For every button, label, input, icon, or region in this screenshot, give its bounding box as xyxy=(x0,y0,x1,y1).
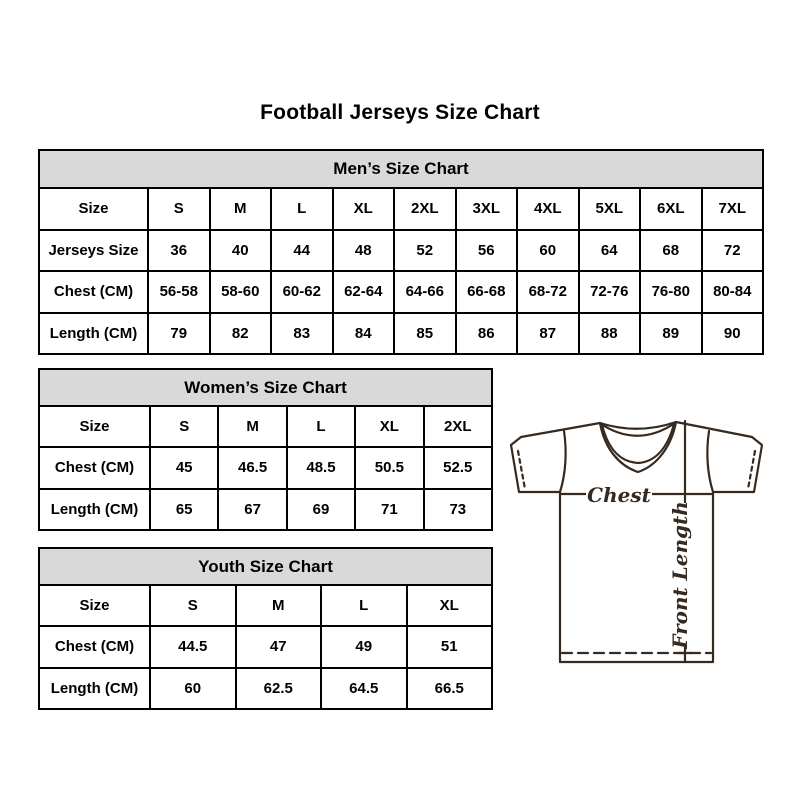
value-cell: 52 xyxy=(394,230,456,272)
col-header-cell: M xyxy=(210,188,272,230)
table-row xyxy=(39,230,763,272)
value-cell: 44.5 xyxy=(150,626,236,667)
value-cell: 56 xyxy=(456,230,518,272)
value-cell: 52.5 xyxy=(424,447,492,488)
value-cell: 83 xyxy=(271,313,333,355)
col-header-cell: XL xyxy=(407,585,493,626)
col-header-cell: 6XL xyxy=(640,188,702,230)
table-row xyxy=(39,447,492,488)
col-header-cell: 2XL xyxy=(424,406,492,447)
value-cell: 79 xyxy=(148,313,210,355)
col-header-cell: 5XL xyxy=(579,188,641,230)
value-cell: 72-76 xyxy=(579,271,641,313)
front-length-label: Front Length xyxy=(668,501,692,649)
value-cell: 64.5 xyxy=(321,668,407,709)
womens-size-table xyxy=(38,368,493,531)
value-cell: 36 xyxy=(148,230,210,272)
col-header-cell: L xyxy=(287,406,355,447)
jersey-outline xyxy=(511,422,762,662)
value-cell: 64-66 xyxy=(394,271,456,313)
value-cell: 58-60 xyxy=(210,271,272,313)
value-cell: 47 xyxy=(236,626,322,667)
value-cell: 62-64 xyxy=(333,271,395,313)
value-cell: 89 xyxy=(640,313,702,355)
cuff-dash-left xyxy=(518,451,525,489)
value-cell: 60-62 xyxy=(271,271,333,313)
row-header-cell: Length (CM) xyxy=(39,489,150,530)
table-row xyxy=(39,313,763,355)
womens-table-title: Women’s Size Chart xyxy=(39,369,492,406)
row-header-cell: Size xyxy=(39,188,148,230)
value-cell: 60 xyxy=(517,230,579,272)
col-header-cell: S xyxy=(148,188,210,230)
value-cell: 66-68 xyxy=(456,271,518,313)
jersey-diagram-icon xyxy=(505,405,775,675)
col-header-cell: L xyxy=(321,585,407,626)
row-header-cell: Length (CM) xyxy=(39,313,148,355)
row-header-cell: Chest (CM) xyxy=(39,447,150,488)
value-cell: 40 xyxy=(210,230,272,272)
mens-table-title: Men’s Size Chart xyxy=(39,150,763,188)
value-cell: 68 xyxy=(640,230,702,272)
table-row xyxy=(39,406,492,447)
youth-table-title: Youth Size Chart xyxy=(39,548,492,585)
col-header-cell: 4XL xyxy=(517,188,579,230)
col-header-cell: M xyxy=(218,406,286,447)
row-header-cell: Chest (CM) xyxy=(39,271,148,313)
mens-size-table xyxy=(38,149,764,355)
value-cell: 44 xyxy=(271,230,333,272)
col-header-cell: S xyxy=(150,585,236,626)
armhole-seam-right xyxy=(707,431,713,492)
table-row xyxy=(39,271,763,313)
value-cell: 56-58 xyxy=(148,271,210,313)
value-cell: 67 xyxy=(218,489,286,530)
value-cell: 72 xyxy=(702,230,764,272)
value-cell: 69 xyxy=(287,489,355,530)
value-cell: 64 xyxy=(579,230,641,272)
value-cell: 48 xyxy=(333,230,395,272)
value-cell: 60 xyxy=(150,668,236,709)
cuff-dash-right xyxy=(748,451,755,489)
row-header-cell: Chest (CM) xyxy=(39,626,150,667)
row-header-cell: Jerseys Size xyxy=(39,230,148,272)
value-cell: 51 xyxy=(407,626,493,667)
col-header-cell: L xyxy=(271,188,333,230)
value-cell: 73 xyxy=(424,489,492,530)
value-cell: 76-80 xyxy=(640,271,702,313)
value-cell: 82 xyxy=(210,313,272,355)
table-row xyxy=(39,188,763,230)
col-header-cell: S xyxy=(150,406,218,447)
value-cell: 90 xyxy=(702,313,764,355)
value-cell: 62.5 xyxy=(236,668,322,709)
value-cell: 86 xyxy=(456,313,518,355)
col-header-cell: XL xyxy=(333,188,395,230)
table-row xyxy=(39,668,492,709)
value-cell: 71 xyxy=(355,489,423,530)
value-cell: 87 xyxy=(517,313,579,355)
col-header-cell: 2XL xyxy=(394,188,456,230)
chest-label: Chest xyxy=(587,483,651,507)
value-cell: 50.5 xyxy=(355,447,423,488)
value-cell: 65 xyxy=(150,489,218,530)
table-row xyxy=(39,489,492,530)
value-cell: 49 xyxy=(321,626,407,667)
col-header-cell: XL xyxy=(355,406,423,447)
youth-size-table xyxy=(38,547,493,710)
value-cell: 45 xyxy=(150,447,218,488)
row-header-cell: Length (CM) xyxy=(39,668,150,709)
value-cell: 84 xyxy=(333,313,395,355)
table-row xyxy=(39,626,492,667)
value-cell: 66.5 xyxy=(407,668,493,709)
col-header-cell: 3XL xyxy=(456,188,518,230)
row-header-cell: Size xyxy=(39,585,150,626)
value-cell: 80-84 xyxy=(702,271,764,313)
value-cell: 88 xyxy=(579,313,641,355)
armhole-seam-left xyxy=(560,431,566,492)
collar-back-arc xyxy=(600,422,676,429)
col-header-cell: 7XL xyxy=(702,188,764,230)
page-title: Football Jerseys Size Chart xyxy=(260,101,540,124)
value-cell: 46.5 xyxy=(218,447,286,488)
value-cell: 85 xyxy=(394,313,456,355)
col-header-cell: M xyxy=(236,585,322,626)
value-cell: 68-72 xyxy=(517,271,579,313)
value-cell: 48.5 xyxy=(287,447,355,488)
table-row xyxy=(39,585,492,626)
row-header-cell: Size xyxy=(39,406,150,447)
